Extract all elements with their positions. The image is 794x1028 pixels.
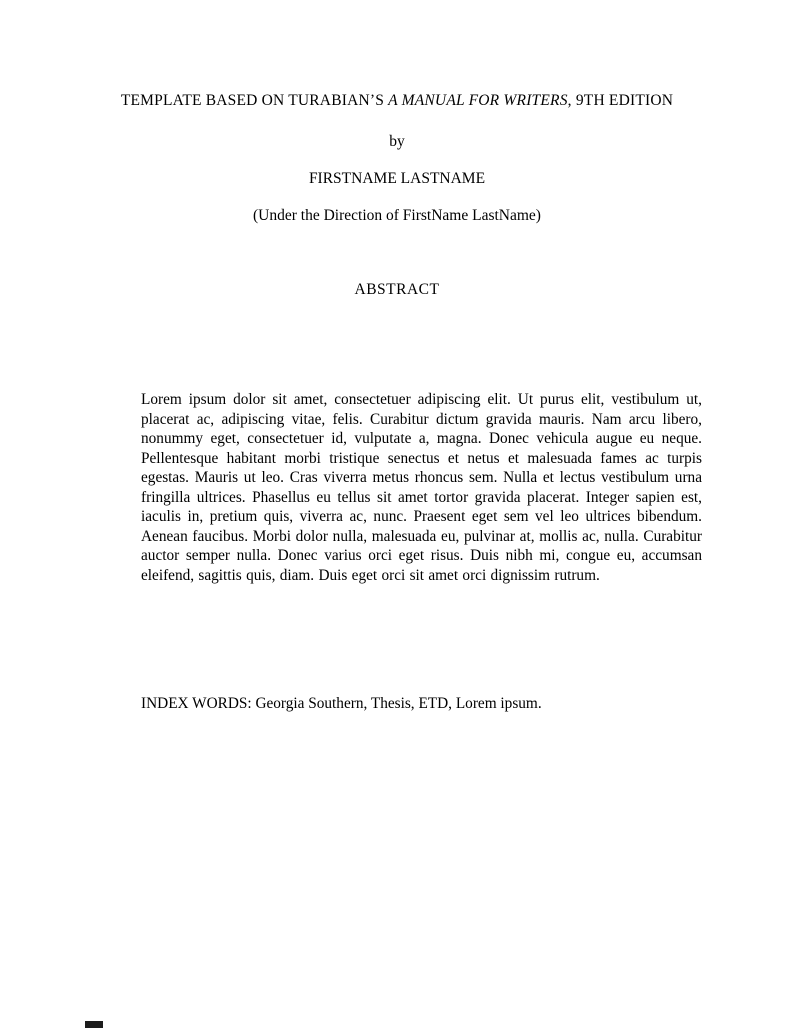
author-name: FIRSTNAME LASTNAME <box>308 170 486 187</box>
abstract-paragraph: Lorem ipsum dolor sit amet, consectetuer adipiscing elit. Ut purus elit, vestibulum ut, placerat ac, adipiscing vitae, felis. Curabitur dictum gravida mauris. Nam arcu libero, nonummy eget, consectetuer id, vulputate a, magna. Donec vehicula augue eu neque. Pellentesque habitant morbi tristique senectus et netus et malesuada fames ac turpis egestas. Mauris ut leo. Cras viverra metus rhoncus sem. Nulla et lectus vestibulum urna fringilla ultrices. Phasellus eu tellus sit amet tortor gravida placerat. Integer sapien est, iaculis in, pretium quis, viverra ac, nunc. Praesent eget sem vel leo ultrices bibendum. Aenean faucibus. Morbi dolor nulla, malesuada eu, pulvinar at, mollis ac, nulla. Curabitur auctor semper nulla. Donec varius orci eget risus. Duis nibh mi, congue eu, accumsan eleifend, sagittis quis, diam. Duis eget orci sit amet orci dignissim rutrum. <box>141 391 702 584</box>
title-text-prefix: TEMPLATE BASED ON TURABIAN’S <box>120 92 389 109</box>
abstract-heading: ABSTRACT <box>354 281 440 298</box>
direction-line: (Under the Direction of FirstName LastName) <box>253 207 541 224</box>
title-text-suffix: , 9TH EDITION <box>567 92 674 109</box>
index-words: INDEX WORDS: Georgia Southern, Thesis, ETD, Lorem ipsum. <box>141 695 542 712</box>
page-bottom-artifact <box>85 1021 103 1028</box>
byline: by <box>389 133 405 150</box>
document-title <box>0 92 794 111</box>
title-text-italic: A MANUAL FOR WRITERS <box>388 92 568 109</box>
